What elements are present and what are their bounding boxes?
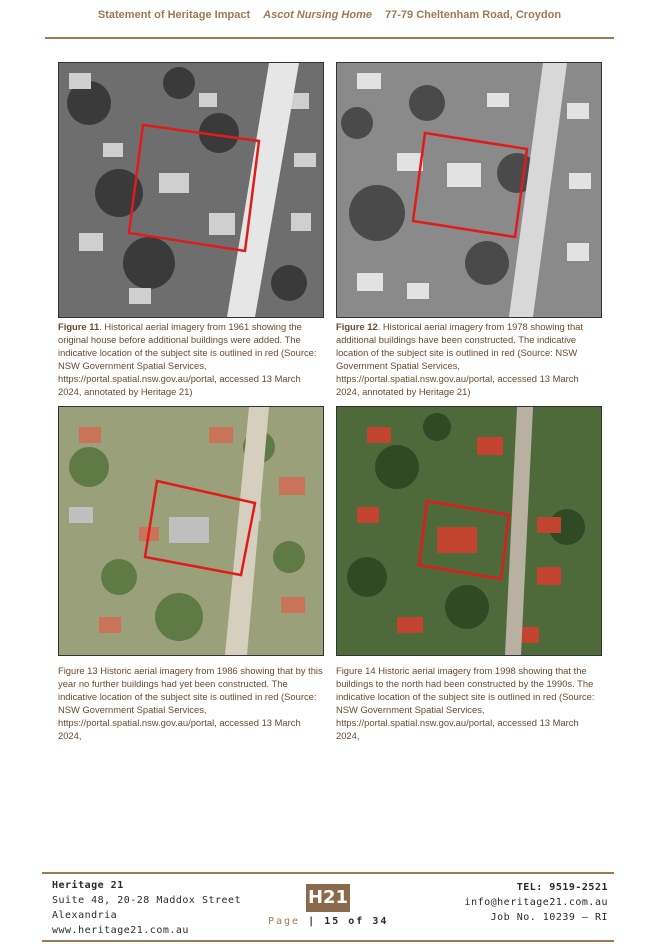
- heritage21-logo: H21: [306, 884, 350, 912]
- job-number: Job No. 10239 – RI: [490, 912, 608, 923]
- figure-11-caption: Figure 11. Historical aerial imagery from 1961 showing the original house before additional buildings were added. The indicative location of the subject site is outlined in red (Source: NSW Government Spatial Services, https://portal.spatial.nsw.gov.au/portal, accessed 13 March 2024, annotated by Heritage 21): [58, 321, 317, 397]
- footer-divider-bottom: [42, 940, 614, 942]
- figure-label: Figure 12: [336, 321, 378, 332]
- aerial-image-1998: [336, 406, 602, 656]
- firm-address-line2: Alexandria: [52, 910, 118, 921]
- aerial-image-1986: [58, 406, 324, 656]
- firm-name: Heritage 21: [52, 880, 124, 891]
- email[interactable]: info@heritage21.com.au: [464, 897, 608, 908]
- aerial-image-1978: [336, 62, 602, 318]
- report-title: Statement of Heritage Impact: [97, 9, 251, 21]
- figure-12-caption: Figure 12. Historical aerial imagery from 1978 showing that additional buildings have been constructed. The indicative location of the subject site is outlined in red (Source: NSW Government Spatial Services, https://portal.spatial.nsw.gov.au/portal, accessed 13 March 2024, annotated by Heritage 21): [336, 321, 583, 397]
- footer-divider-top: [42, 872, 614, 874]
- figure-14-caption: Figure 14 Historic aerial imagery from 1998 showing that the buildings to the north had been constructed by the 1990s. The indicative location of the subject site is outlined in red (Source: NSW Government Spatial Services, https://portal.spatial.nsw.gov.au/portal, accessed 13 March 2024,: [336, 665, 595, 741]
- firm-website[interactable]: www.heritage21.com.au: [52, 925, 189, 936]
- footer-contact: [52, 878, 241, 938]
- page-number: Page | 15 of 34: [268, 916, 389, 927]
- page-header: [45, 6, 614, 39]
- aerial-image-1961: [58, 62, 324, 318]
- site-address: 77-79 Cheltenham Road, Croydon: [385, 9, 562, 21]
- firm-address-line1: Suite 48, 20-28 Maddox Street: [52, 895, 242, 906]
- telephone: TEL: 9519-2521: [516, 882, 608, 893]
- figure-13-caption: Figure 13 Historic aerial imagery from 1986 showing that by this year no further buildings had yet been constructed. The indicative location of the subject site is outlined in red (Source: NSW Government Spatial Services, https://portal.spatial.nsw.gov.au/portal, accessed 13 March 2024,: [58, 665, 323, 741]
- footer-right-info: [465, 880, 608, 925]
- figure-label: Figure 11: [58, 321, 100, 332]
- site-name: Ascot Nursing Home: [263, 9, 372, 21]
